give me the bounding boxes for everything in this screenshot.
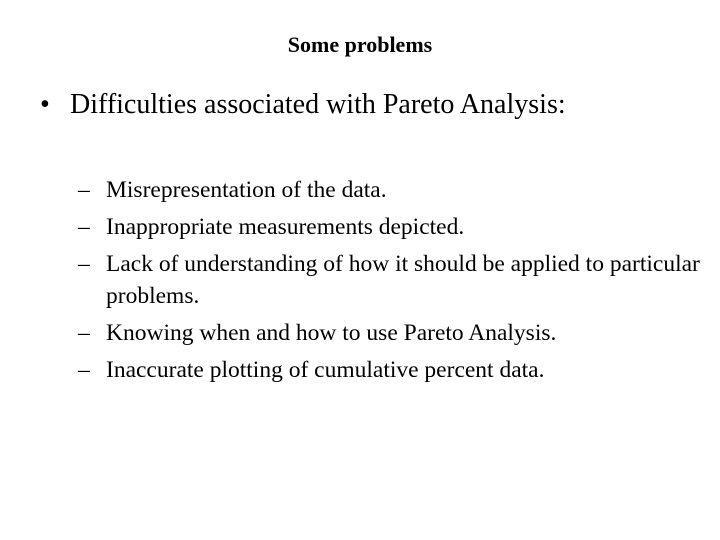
bullet-marker: • <box>40 89 50 120</box>
sub-bullet-item <box>78 317 708 349</box>
main-bullet <box>40 86 700 124</box>
sub-bullet-text: Lack of understanding of how it should be applied to particular problems. <box>106 251 700 309</box>
dash-marker: – <box>78 214 90 240</box>
sub-bullet-item <box>78 174 708 206</box>
main-bullet-text: Difficulties associated with Pareto Analysis: <box>70 89 566 120</box>
sub-bullet-item <box>78 248 708 312</box>
dash-marker: – <box>78 251 90 277</box>
sub-bullet-text: Knowing when and how to use Pareto Analysis. <box>106 320 557 346</box>
dash-marker: – <box>78 320 90 346</box>
sub-bullet-text: Inaccurate plotting of cumulative percent data. <box>106 357 545 383</box>
sub-bullet-item <box>78 211 708 243</box>
slide-title: Some problems <box>287 32 433 57</box>
sub-bullet-text: Inappropriate measurements depicted. <box>106 214 465 240</box>
sub-bullet-list <box>78 174 708 391</box>
sub-bullet-text: Misrepresentation of the data. <box>106 177 387 203</box>
sub-bullet-item <box>78 354 708 386</box>
dash-marker: – <box>78 357 90 383</box>
dash-marker: – <box>78 177 90 203</box>
